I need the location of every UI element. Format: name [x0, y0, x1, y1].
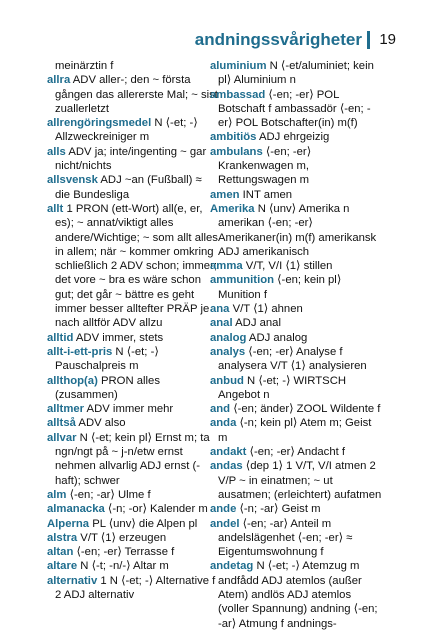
dictionary-entry: alltmer ADV immer mehr	[47, 403, 174, 416]
headword: alltid	[47, 331, 74, 344]
dictionary-entry: amen INT amen	[210, 188, 293, 201]
headword: analys	[210, 345, 246, 358]
dictionary-entry: allt-i-ett-pris N ⟨-et; -⟩ Pauschalpreis m	[47, 345, 159, 373]
headword: analog	[210, 331, 247, 344]
headword: ande	[210, 503, 237, 516]
dictionary-entry: andetag N ⟨-et; -⟩ Atemzug m andfådd ADJ atemlos (außer Atem) andlös ADJ atemlos (voller Spannung) andning ⟨-en; -ar⟩ Atmung f andnings-	[210, 560, 378, 630]
dictionary-entry: meinärztin f	[55, 60, 114, 72]
dictionary-entry: allra ADV aller-; den ~ första gången das allererste Mal; ~ sist zuallerletzt	[47, 74, 218, 115]
headword: amma	[210, 260, 243, 273]
dictionary-entry: allsvensk ADJ ~an (Fußball) ≈ die Bundesliga	[47, 174, 202, 201]
dictionary-entry: andas ⟨dep 1⟩ 1 V/T, V/I atmen 2 V/P ~ in einatmen; ~ ut ausatmen; (erleichtert) aufatmen	[210, 460, 382, 501]
headword: andakt	[210, 446, 247, 459]
headword: allvar	[47, 431, 77, 444]
headword: Amerika	[210, 202, 255, 215]
dictionary-entry: allvar N ⟨-et; kein pl⟩ Ernst m; ta ngn/ngt på ~ j-n/etw ernst nehmen allvarlig ADJ ernst (-haft); schwer	[47, 431, 210, 487]
dictionary-entry: alls ADV ja; inte/ingenting ~ gar nicht/nichts	[47, 145, 207, 173]
dictionary-entry: alltid ADV immer, stets	[47, 331, 164, 344]
headword: allsvensk	[47, 174, 98, 187]
headword: ambitiös	[210, 131, 257, 144]
headword: ambassad	[210, 88, 266, 101]
headword: andel	[210, 517, 240, 530]
headword: altare	[47, 560, 78, 573]
dictionary-entry: ana V/T ⟨1⟩ ahnen	[210, 303, 303, 316]
dictionary-entry: Alperna PL ⟨unv⟩ die Alpen pl	[47, 517, 198, 530]
headword: alltmer	[47, 403, 85, 416]
right-column	[210, 59, 382, 631]
headword: ammunition	[210, 274, 275, 287]
dictionary-entry: amma V/T, V/I ⟨1⟩ stillen	[210, 260, 333, 273]
headword: altan	[47, 546, 74, 559]
dictionary-entry: allrengöringsmedel N ⟨-et; -⟩ Allzweckreiniger m	[47, 117, 198, 144]
page-number: 19	[379, 31, 396, 48]
headword: alm	[47, 488, 67, 501]
dictionary-entry: almanacka ⟨-n; -or⟩ Kalender m	[47, 503, 208, 516]
dictionary-entry: ambitiös ADJ ehrgeizig	[210, 131, 330, 144]
headword: andetag	[210, 560, 254, 573]
dictionary-entry: anal ADJ anal	[210, 317, 281, 330]
headword: allra	[47, 74, 71, 87]
headword: Alperna	[47, 517, 90, 530]
headword: alternativ	[47, 574, 98, 587]
dictionary-entry: ambulans ⟨-en; -er⟩ Krankenwagen m, Rettungswagen m	[210, 145, 312, 187]
headword: anal	[210, 317, 233, 330]
headword: allt-i-ett-pris	[47, 345, 113, 358]
dictionary-entry: alm ⟨-en; -ar⟩ Ulme f	[47, 488, 151, 501]
headword: almanacka	[47, 503, 105, 516]
headword: allt	[47, 202, 64, 215]
dictionary-entry: ammunition ⟨-en; kein pl⟩ Munition f	[210, 274, 342, 301]
dictionary-entry: Amerika N ⟨unv⟩ Amerika n amerikan ⟨-en; -er⟩ Amerikaner(in) m(f) amerikansk ADJ amerikanisch	[210, 202, 377, 258]
dictionary-entry: anda ⟨-n; kein pl⟩ Atem m; Geist m	[210, 417, 372, 444]
headword: allthop(a)	[47, 374, 98, 387]
headword: and	[210, 403, 231, 416]
headword: alltså	[47, 417, 76, 430]
dictionary-entry: analys ⟨-en; -er⟩ Analyse f analysera V/T ⟨1⟩ analysieren	[210, 345, 367, 373]
dictionary-entry: ambassad ⟨-en; -er⟩ POL Botschaft f ambassadör ⟨-en; -er⟩ POL Botschafter(in) m(f)	[210, 88, 371, 130]
headword: andas	[210, 460, 243, 473]
dictionary-entry: alltså ADV also	[47, 417, 126, 430]
header-divider	[367, 31, 370, 49]
headword: alls	[47, 145, 66, 158]
dictionary-entry: allt 1 PRON (ett-Wort) all(e, er, es); ~ annat/viktigt alles andere/Wichtige; ~ som allt alles in allem; när ~ kommer omkring schließlich 2 ADV schon; immer; det vore ~ bra es wäre schon gut; det går ~ bättre es geht immer besser alltefter PRÄP je nach alltför ADV allzu	[47, 202, 218, 330]
dictionary-entry: andel ⟨-en; -ar⟩ Anteil m andelslägenhet ⟨-en; -er⟩ ≈ Eigentumswohnung f	[210, 517, 353, 559]
headword: ambulans	[210, 145, 263, 158]
headword: allrengöringsmedel	[47, 117, 152, 130]
dictionary-entry: allthop(a) PRON alles (zusammen)	[47, 374, 160, 401]
dictionary-entry: and ⟨-en; änder⟩ ZOOL Wildente f	[210, 403, 381, 416]
dictionary-entry: aluminium N ⟨-et/aluminiet; kein pl⟩ Aluminium n	[210, 60, 374, 87]
headword: aluminium	[210, 60, 267, 72]
guide-word: andningssvårigheter	[194, 30, 362, 49]
headword: amen	[210, 188, 240, 201]
dictionary-entry: alternativ 1 N ⟨-et; -⟩ Alternative f 2 ADJ alternativ	[47, 574, 216, 601]
dictionary-entry: andakt ⟨-en; -er⟩ Andacht f	[210, 446, 346, 459]
headword: ana	[210, 303, 230, 316]
dictionary-entry: anbud N ⟨-et; -⟩ WIRTSCH Angebot n	[210, 374, 347, 401]
headword: alstra	[47, 531, 78, 544]
left-column	[47, 59, 219, 602]
dictionary-entry: ande ⟨-n; -ar⟩ Geist m	[210, 503, 321, 516]
headword: anbud	[210, 374, 244, 387]
page-header	[0, 0, 422, 58]
headword: anda	[210, 417, 237, 430]
dictionary-entry: altan ⟨-en; -er⟩ Terrasse f	[47, 546, 175, 559]
dictionary-entry: altare N ⟨-t; -n/-⟩ Altar m	[47, 560, 169, 573]
dictionary-entry: analog ADJ analog	[210, 331, 308, 344]
dictionary-entry: alstra V/T ⟨1⟩ erzeugen	[47, 531, 167, 544]
